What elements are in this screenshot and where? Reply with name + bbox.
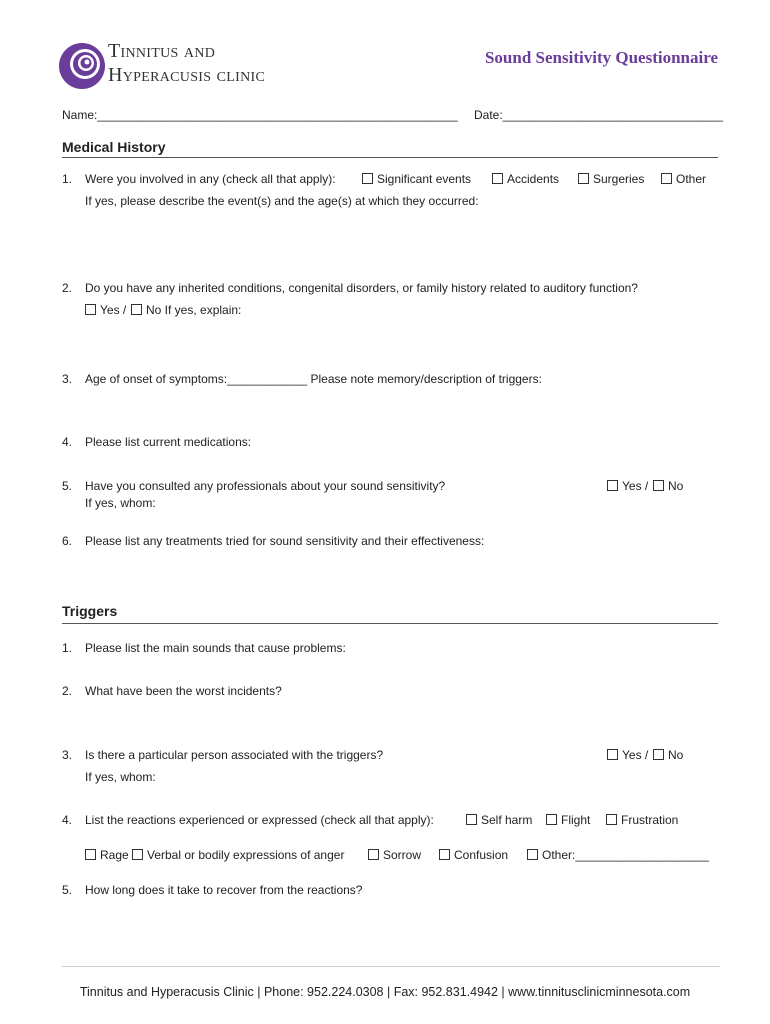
checkbox-icon bbox=[85, 849, 96, 860]
checkbox-icon bbox=[653, 749, 664, 760]
question-number: 3. bbox=[62, 372, 73, 386]
checkbox-icon bbox=[131, 304, 142, 315]
checkbox-no[interactable]: No bbox=[653, 479, 683, 493]
checkbox-no[interactable]: No bbox=[653, 748, 683, 762]
checkbox-icon bbox=[132, 849, 143, 860]
checkbox-rage[interactable]: Rage bbox=[85, 848, 129, 862]
question-text: Have you consulted any professionals about your sound sensitivity? bbox=[85, 479, 446, 493]
question-number: 5. bbox=[62, 479, 73, 493]
question-text: Please list any treatments tried for sound sensitivity and their effectiveness: bbox=[85, 534, 485, 548]
question-number: 5. bbox=[62, 883, 73, 897]
checkbox-yes[interactable]: Yes / bbox=[607, 748, 648, 762]
checkbox-other[interactable]: Other:____________________ bbox=[527, 848, 709, 862]
question-followup: If yes, whom: bbox=[85, 770, 156, 784]
checkbox-sorrow[interactable]: Sorrow bbox=[368, 848, 421, 862]
checkbox-yes[interactable]: Yes / bbox=[85, 303, 126, 317]
checkbox-icon bbox=[85, 304, 96, 315]
section-title-medical-history: Medical History bbox=[62, 139, 166, 155]
question-followup: If yes, whom: bbox=[85, 496, 156, 510]
question-text: Is there a particular person associated with the triggers? bbox=[85, 748, 384, 762]
checkbox-yes[interactable]: Yes / bbox=[607, 479, 648, 493]
question-text: Were you involved in any (check all that apply): bbox=[85, 172, 336, 186]
checkbox-icon bbox=[607, 480, 618, 491]
question-text: Please list current medications: bbox=[85, 435, 252, 449]
question-text: Age of onset of symptoms:____________ Please note memory/description of triggers: bbox=[85, 372, 542, 386]
logo-text-line2: Hyperacusis clinic bbox=[108, 64, 266, 86]
checkbox-other[interactable]: Other bbox=[661, 172, 706, 186]
logo-text-line1: Tinnitus and bbox=[108, 40, 216, 62]
checkbox-icon bbox=[466, 814, 477, 825]
question-number: 1. bbox=[62, 641, 73, 655]
checkbox-icon bbox=[368, 849, 379, 860]
question-number: 6. bbox=[62, 534, 73, 548]
section-divider bbox=[62, 623, 718, 624]
question-followup: If yes, please describe the event(s) and the age(s) at which they occurred: bbox=[85, 194, 479, 208]
checkbox-icon bbox=[661, 173, 672, 184]
question-number: 2. bbox=[62, 684, 73, 698]
checkbox-icon bbox=[439, 849, 450, 860]
footer-contact: Tinnitus and Hyperacusis Clinic | Phone: 952.224.0308 | Fax: 952.831.4942 | www.tinnitusclinicminnesota.com bbox=[79, 985, 691, 999]
checkbox-self-harm[interactable]: Self harm bbox=[466, 813, 532, 827]
checkbox-frustration[interactable]: Frustration bbox=[606, 813, 678, 827]
question-text: Please list the main sounds that cause problems: bbox=[85, 641, 346, 655]
question-text: How long does it take to recover from the reactions? bbox=[85, 883, 363, 897]
date-field[interactable]: Date:_________________________________ bbox=[474, 108, 723, 122]
name-field[interactable]: Name:______________________________________________________ bbox=[62, 108, 458, 122]
checkbox-verbal-anger[interactable]: Verbal or bodily expressions of anger bbox=[132, 848, 344, 862]
checkbox-icon bbox=[607, 749, 618, 760]
footer-divider bbox=[62, 966, 720, 967]
checkbox-icon bbox=[578, 173, 589, 184]
section-divider bbox=[62, 157, 718, 158]
question-number: 4. bbox=[62, 813, 73, 827]
page-title: Sound Sensitivity Questionnaire bbox=[484, 48, 718, 67]
checkbox-surgeries[interactable]: Surgeries bbox=[578, 172, 644, 186]
checkbox-no[interactable]: No If yes, explain: bbox=[131, 303, 241, 317]
checkbox-icon bbox=[546, 814, 557, 825]
checkbox-icon bbox=[362, 173, 373, 184]
question-number: 1. bbox=[62, 172, 73, 186]
checkbox-flight[interactable]: Flight bbox=[546, 813, 590, 827]
checkbox-icon bbox=[606, 814, 617, 825]
question-number: 3. bbox=[62, 748, 73, 762]
question-text: Do you have any inherited conditions, congenital disorders, or family history related to auditory function? bbox=[85, 281, 638, 295]
checkbox-confusion[interactable]: Confusion bbox=[439, 848, 508, 862]
checkbox-significant-events[interactable]: Significant events bbox=[362, 172, 471, 186]
checkbox-icon bbox=[653, 480, 664, 491]
question-number: 2. bbox=[62, 281, 73, 295]
checkbox-icon bbox=[492, 173, 503, 184]
question-text: List the reactions experienced or expressed (check all that apply): bbox=[85, 813, 434, 827]
question-number: 4. bbox=[62, 435, 73, 449]
section-title-triggers: Triggers bbox=[62, 603, 118, 619]
checkbox-accidents[interactable]: Accidents bbox=[492, 172, 559, 186]
question-text: What have been the worst incidents? bbox=[85, 684, 282, 698]
checkbox-icon bbox=[527, 849, 538, 860]
clinic-logo bbox=[58, 40, 106, 92]
